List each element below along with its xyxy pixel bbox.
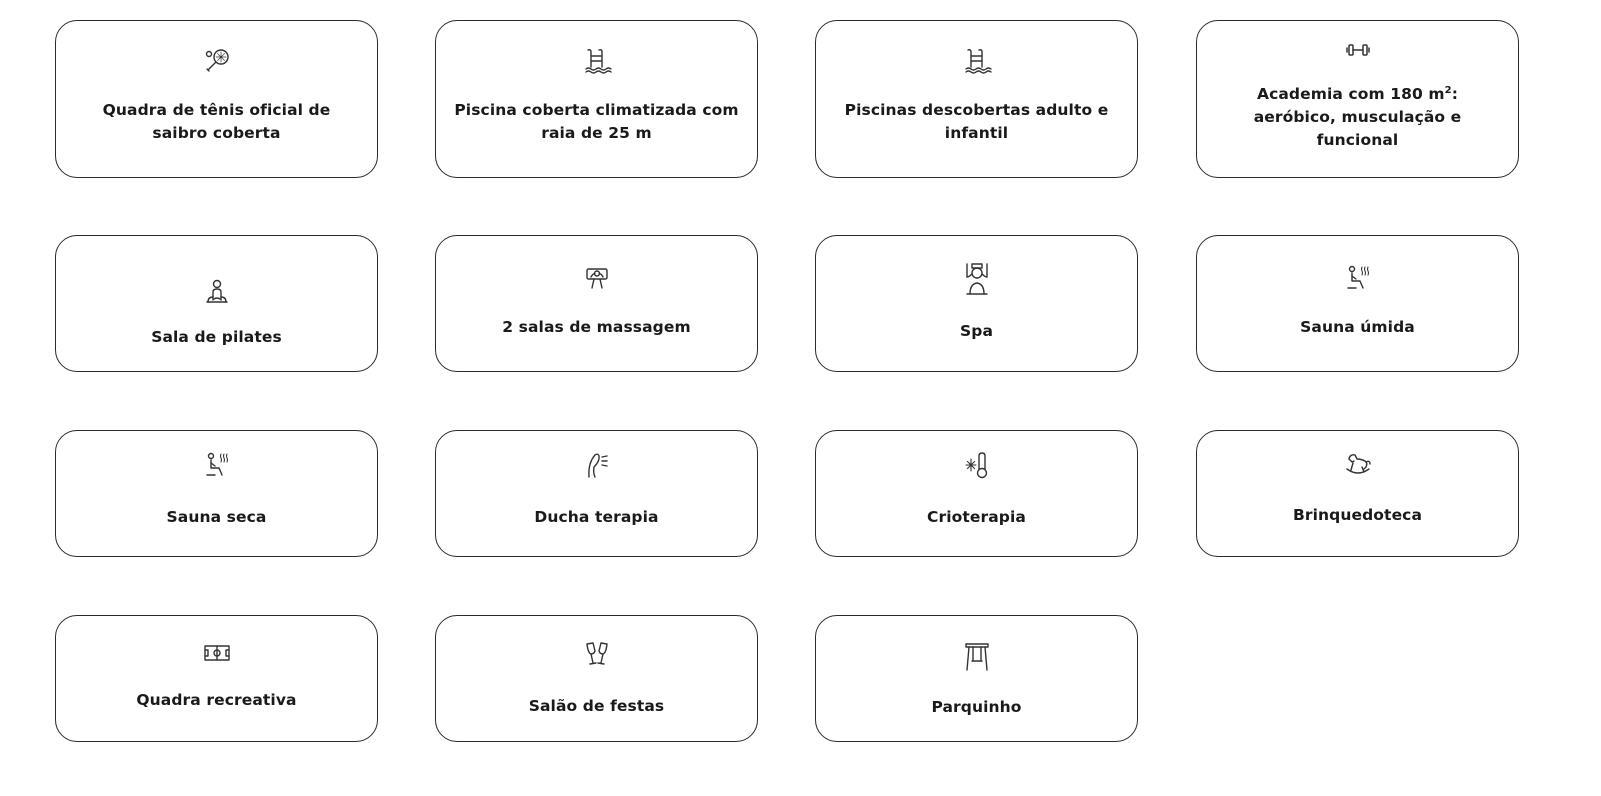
amenity-label: Brinquedoteca xyxy=(1292,506,1423,524)
amenity-label: Piscina coberta climatizada com raia de 25 m xyxy=(454,101,739,142)
amenity-card-dry-sauna xyxy=(55,430,378,557)
amenity-label: Sauna úmida xyxy=(1300,318,1415,336)
sauna-icon xyxy=(1343,264,1373,292)
amenity-card-party-room xyxy=(435,615,758,742)
pool-ladder-icon xyxy=(962,47,992,75)
sauna-icon xyxy=(202,451,232,479)
amenity-label: Quadra recreativa xyxy=(136,691,297,709)
meditation-icon xyxy=(202,278,232,306)
tennis-icon xyxy=(202,47,232,75)
amenity-card-pilates xyxy=(55,235,378,372)
shower-icon xyxy=(582,451,612,479)
rocking-horse-icon xyxy=(1343,451,1373,479)
amenity-label: Crioterapia xyxy=(927,508,1026,526)
amenity-label: Sauna seca xyxy=(166,508,267,526)
amenity-card-playground xyxy=(815,615,1138,742)
court-icon xyxy=(202,643,232,663)
amenity-card-massage xyxy=(435,235,758,372)
amenity-label: Parquinho xyxy=(931,698,1022,716)
amenity-label: Academia com 180 $m^2$: aeróbico, musculação e funcional xyxy=(1253,84,1462,149)
amenity-card-playroom xyxy=(1196,430,1519,557)
amenity-card-shower-therapy xyxy=(435,430,758,557)
amenity-card-indoor-pool xyxy=(435,20,758,178)
amenity-label: Quadra de tênis oficial de saibro coberta xyxy=(102,101,331,142)
amenity-card-cryotherapy xyxy=(815,430,1138,557)
amenity-label: Ducha terapia xyxy=(534,508,659,526)
amenity-card-wet-sauna xyxy=(1196,235,1519,372)
swing-icon xyxy=(962,640,992,674)
dumbbell-icon xyxy=(1343,39,1373,61)
cryotherapy-icon xyxy=(962,451,992,479)
amenity-card-gym xyxy=(1196,20,1519,178)
amenity-card-court xyxy=(55,615,378,742)
amenity-card-spa xyxy=(815,235,1138,372)
amenity-label: Sala de pilates xyxy=(151,328,282,346)
amenity-card-tennis xyxy=(55,20,378,178)
spa-icon xyxy=(962,260,992,298)
amenity-label: 2 salas de massagem xyxy=(502,318,691,336)
amenity-label: Spa xyxy=(959,322,994,340)
massage-icon xyxy=(582,264,612,292)
amenity-label: Salão de festas xyxy=(528,697,665,715)
pool-ladder-icon xyxy=(582,47,612,75)
amenity-label: Piscinas descobertas adulto e infantil xyxy=(844,101,1109,142)
amenity-card-outdoor-pools xyxy=(815,20,1138,178)
toast-glasses-icon xyxy=(582,640,612,668)
